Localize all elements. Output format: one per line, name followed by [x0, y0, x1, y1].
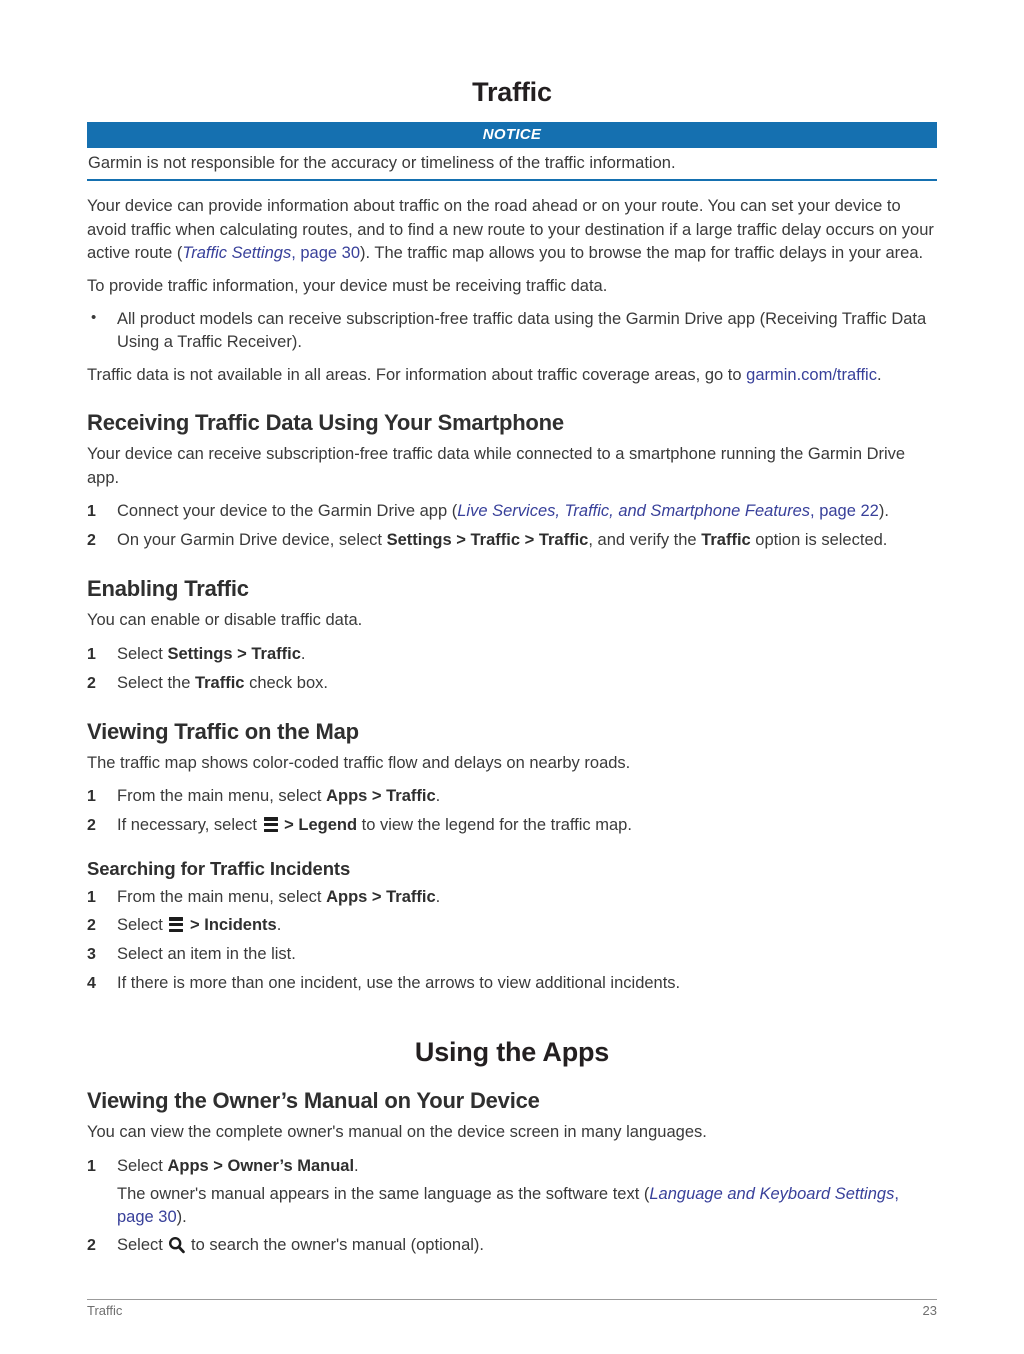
step-text-a: Select an item in the list.	[117, 945, 296, 964]
step-text-a: Select	[117, 1156, 168, 1175]
ui-label-traffic: Traffic	[386, 887, 436, 906]
ui-label-traffic: Traffic	[386, 787, 436, 806]
separator: >	[208, 1156, 228, 1175]
bullet-text: All product models can receive subscription-free traffic data using the Garmin Drive app (Receiving Traffic Data Using a Traffic Receiver).	[117, 309, 927, 352]
step-text-a: On your Garmin Drive device, select	[117, 531, 387, 550]
menu-icon	[264, 817, 278, 832]
ui-label-settings: Settings	[167, 644, 233, 663]
list-item	[87, 1155, 937, 1230]
ui-label-traffic: Traffic	[470, 531, 521, 550]
link-traffic-settings[interactable]: Traffic Settings	[182, 244, 292, 263]
intro-para1-text-a: Your device can provide information about traffic on the road ahead or on your route. You can set your device to avoid traffic when calculating routes, and to find a new route to your destination if a large traffic delay occurs on your active route (	[87, 197, 934, 263]
list-item	[87, 886, 937, 910]
step-text-b: .	[435, 787, 441, 806]
separator: >	[232, 644, 252, 663]
step-text-a: Connect your device to the Garmin Drive app (	[117, 502, 458, 521]
list-item	[87, 785, 937, 809]
step-number: 2	[87, 532, 96, 550]
ui-label-traffic-3: Traffic	[701, 531, 751, 550]
substep-text-b: ).	[176, 1207, 187, 1226]
step-text-b: check box.	[244, 673, 328, 692]
step-number: 1	[87, 888, 96, 906]
searching-incidents-steps	[87, 886, 937, 997]
page-content	[87, 0, 937, 1258]
enabling-traffic-intro: You can enable or disable traffic data.	[87, 611, 363, 630]
intro-bullet-list	[87, 308, 937, 355]
ui-label-apps: Apps	[167, 1156, 209, 1175]
ui-label-apps: Apps	[326, 887, 368, 906]
owners-manual-steps	[87, 1155, 937, 1259]
step-number: 2	[87, 1237, 96, 1255]
heading-searching-traffic-incidents: Searching for Traffic Incidents	[87, 858, 351, 880]
notice-label: NOTICE	[87, 122, 937, 148]
page-title-using-the-apps: Using the Apps	[414, 1037, 610, 1068]
step-text-b: to search the owner's manual (optional).	[186, 1236, 485, 1255]
page-title: Traffic	[472, 77, 552, 107]
step-text-b: , and verify the	[588, 531, 702, 550]
heading-enabling-traffic: Enabling Traffic	[87, 576, 249, 602]
separator: >	[367, 787, 387, 806]
ui-label-settings: Settings	[386, 531, 452, 550]
step-text-a: Select the	[117, 673, 195, 692]
link-traffic-settings-page[interactable]: , page 30	[291, 244, 361, 263]
intro-paragraph-1	[87, 195, 937, 265]
footer-page-number: 23	[922, 1303, 937, 1318]
heading-viewing-traffic-on-map: Viewing Traffic on the Map	[87, 718, 359, 744]
notice-box	[87, 122, 937, 182]
search-icon	[168, 1236, 185, 1254]
bullet-icon: •	[91, 308, 97, 326]
intro-para1-text-b: ). The traffic map allows you to browse the map for traffic delays in your area.	[360, 244, 924, 263]
step-number: 2	[87, 817, 96, 835]
separator: >	[520, 531, 539, 550]
ui-label-traffic: Traffic	[194, 673, 245, 692]
menu-icon	[169, 917, 183, 932]
heading-viewing-owners-manual: Viewing the Owner’s Manual on Your Device	[87, 1087, 540, 1113]
step-text-a: From the main menu, select	[117, 887, 327, 906]
intro-para3-text-b: .	[876, 365, 882, 384]
step-number: 1	[87, 788, 96, 806]
list-item	[87, 643, 937, 667]
page-footer	[87, 1299, 937, 1318]
ui-label-apps: Apps	[326, 787, 368, 806]
separator: >	[451, 531, 471, 550]
step-number: 2	[87, 917, 96, 935]
link-live-services[interactable]: Live Services, Traffic, and Smartphone Features	[457, 502, 811, 521]
step-text-c: option is selected.	[750, 531, 888, 550]
step-text-a: Select	[117, 1236, 168, 1255]
ui-label-incidents: Incidents	[204, 916, 277, 935]
viewing-traffic-intro: The traffic map shows color-coded traffic flow and delays on nearby roads.	[87, 754, 631, 772]
notice-text: Garmin is not responsible for the accuracy or timeliness of the traffic information.	[88, 153, 676, 172]
heading-receiving-traffic-data: Receiving Traffic Data Using Your Smartphone	[87, 410, 564, 436]
list-item	[87, 814, 937, 838]
ui-label-traffic-2: Traffic	[538, 531, 589, 550]
list-item	[87, 500, 937, 524]
intro-paragraph-2: To provide traffic information, your device must be receiving traffic data.	[87, 277, 608, 296]
intro-para3-text-a: Traffic data is not available in all areas. For information about traffic coverage areas, go to	[87, 365, 747, 384]
step-text-a: From the main menu, select	[117, 787, 327, 806]
link-language-keyboard-settings-page[interactable]: , page 30	[117, 1184, 899, 1226]
step-text-b: to view the legend for the traffic map.	[357, 816, 632, 835]
separator: >	[279, 816, 299, 835]
separator: >	[185, 916, 205, 935]
link-live-services-page[interactable]: , page 22	[810, 502, 879, 521]
step-number: 3	[87, 946, 96, 964]
step-number: 4	[87, 975, 96, 993]
step-number: 1	[87, 645, 96, 663]
step-text-b: .	[435, 887, 441, 906]
link-garmin-traffic[interactable]: garmin.com/traffic	[746, 365, 877, 384]
step-text-a: Select	[117, 644, 168, 663]
receiving-traffic-intro: Your device can receive subscription-free traffic data while connected to a smartphone running the Garmin Drive app.	[87, 445, 906, 487]
step-substep	[117, 1183, 937, 1230]
list-item	[87, 943, 937, 967]
ui-label-legend: Legend	[298, 816, 358, 835]
step-number: 1	[87, 503, 96, 521]
link-language-keyboard-settings[interactable]: Language and Keyboard Settings	[649, 1184, 895, 1203]
step-text-a: If there is more than one incident, use the arrows to view additional incidents.	[117, 974, 681, 993]
separator: >	[367, 887, 387, 906]
step-text-b: .	[276, 916, 282, 935]
enabling-traffic-steps	[87, 643, 937, 696]
step-text-b: ).	[878, 502, 889, 521]
step-number: 2	[87, 674, 96, 692]
intro-paragraph-3	[87, 364, 937, 387]
step-text-a: If necessary, select	[117, 816, 262, 835]
owners-manual-intro: You can view the complete owner's manual on the device screen in many languages.	[87, 1123, 707, 1142]
list-item	[87, 672, 937, 696]
receiving-traffic-steps	[87, 500, 937, 553]
ui-label-owners-manual: Owner’s Manual	[227, 1156, 355, 1175]
step-number: 1	[87, 1157, 96, 1175]
step-text-a: Select	[117, 916, 168, 935]
ui-label-traffic: Traffic	[251, 644, 301, 663]
list-item	[87, 529, 937, 553]
list-item	[87, 972, 937, 996]
footer-chapter-label: Traffic	[87, 1303, 123, 1318]
step-text-b: .	[354, 1156, 359, 1175]
list-item	[87, 914, 937, 938]
step-text-b: .	[300, 644, 306, 663]
viewing-traffic-steps	[87, 785, 937, 838]
list-item	[87, 1234, 937, 1258]
substep-text-a: The owner's manual appears in the same language as the software text (	[117, 1184, 650, 1203]
list-item	[87, 308, 937, 355]
